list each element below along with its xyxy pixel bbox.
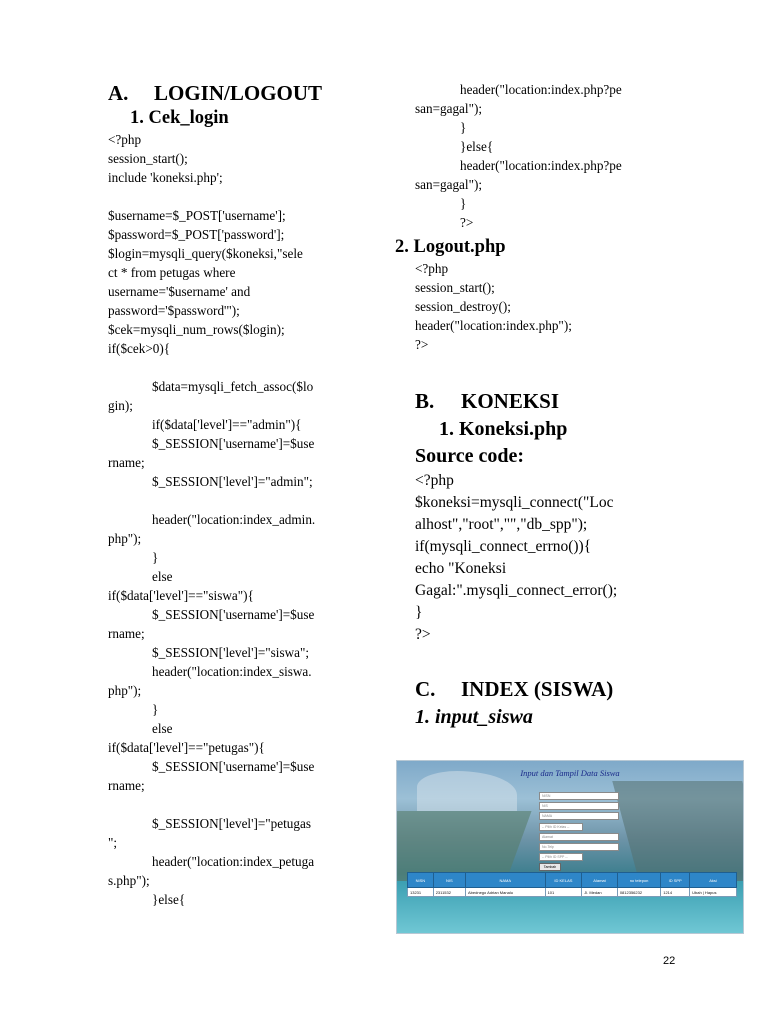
section-a-heading: A. LOGIN/LOGOUT	[108, 81, 323, 105]
input-field[interactable]: NIS	[539, 802, 619, 810]
table-cell: 2311532	[433, 888, 465, 897]
code-line: $koneksi=mysqli_connect("Loc	[415, 494, 614, 511]
column-header: Alamat	[582, 873, 618, 888]
code-line: san=gagal");	[415, 177, 483, 192]
table-cell: Abednego Adrian Manalu	[466, 888, 546, 897]
code-line: header("location:index_siswa.	[152, 664, 312, 679]
select-field[interactable]: -- Pilih ID SPP --	[539, 853, 583, 861]
section-b-heading: B. KONEKSI	[415, 389, 560, 413]
code-line	[108, 491, 373, 510]
code-line: san=gagal");	[415, 101, 483, 116]
code-line: php");	[108, 531, 142, 546]
row-actions[interactable]: Ubah | Hapus	[690, 888, 737, 897]
code-line: $cek=mysqli_num_rows($login);	[108, 322, 285, 337]
column-header: NAMA	[466, 873, 546, 888]
table-cell: Jl. Medan	[582, 888, 618, 897]
code-line: header("location:index.php?pe	[460, 158, 622, 173]
code-line: ct * from petugas where	[108, 265, 236, 280]
code-line: }	[460, 120, 467, 135]
code-line: $password=$_POST['password'];	[108, 227, 285, 242]
code-line: $_SESSION['username']=$use	[152, 759, 315, 774]
code-line: session_destroy();	[415, 299, 511, 314]
code-line: if($cek>0){	[108, 341, 171, 356]
code-line: header("location:index_admin.	[152, 512, 316, 527]
code-line: username='$username' and	[108, 284, 251, 299]
right-column	[395, 80, 695, 730]
code-line: alhost","root","","db_spp");	[415, 516, 588, 533]
table-cell: 101	[545, 888, 582, 897]
left-column	[108, 80, 373, 909]
code-line: session_start();	[415, 280, 495, 295]
column-header: no telepon	[617, 873, 660, 888]
code-line: ?>	[415, 337, 429, 352]
code-line: rname;	[108, 626, 145, 641]
code-line	[108, 358, 373, 377]
code-line: }else{	[460, 139, 494, 154]
input-siswa-screenshot	[396, 760, 744, 934]
code-line: else	[152, 721, 173, 736]
column-header: ID SPP	[661, 873, 690, 888]
code-line: <?php	[415, 472, 454, 489]
input-field[interactable]: No.Telp	[539, 843, 619, 851]
input-field[interactable]: NAMA	[539, 812, 619, 820]
siswa-form	[539, 792, 619, 883]
code-line: echo "Koneksi	[415, 560, 507, 577]
code-line: rname;	[108, 455, 145, 470]
code-line: $_SESSION['level']="petugas	[152, 816, 311, 831]
code-line: <?php	[415, 261, 449, 276]
code-line: $username=$_POST['username'];	[108, 208, 286, 223]
column-header: NISN	[408, 873, 434, 888]
code-line: header("location:index_petuga	[152, 854, 315, 869]
code-line: password='$password'");	[108, 303, 240, 318]
input-field[interactable]: Alamat	[539, 833, 619, 841]
tambah-button[interactable]: Tambah	[539, 863, 561, 871]
code-line: if($data['level']=="petugas"){	[108, 740, 265, 755]
table-header-row	[408, 873, 737, 888]
subheading-koneksi-php: 1. Koneksi.php	[439, 418, 568, 440]
code-line: $_SESSION['username']=$use	[152, 607, 315, 622]
subheading-cek-login: 1. Cek_login	[130, 108, 229, 128]
code-line: gin);	[108, 398, 133, 413]
code-line: $login=mysqli_query($koneksi,"sele	[108, 246, 303, 261]
code-line: include 'koneksi.php';	[108, 170, 223, 185]
code-line: if($data['level']=="admin"){	[152, 417, 302, 432]
code-line: session_start();	[108, 151, 188, 166]
code-line: ?>	[460, 215, 474, 230]
screenshot-title: Input dan Tampil Data Siswa	[520, 768, 620, 778]
code-line: else	[152, 569, 173, 584]
code-line: php");	[108, 683, 142, 698]
code-line: }	[152, 702, 159, 717]
table-cell: 0812356232	[617, 888, 660, 897]
source-code-label: Source code:	[415, 445, 525, 467]
code-line: <?php	[108, 132, 142, 147]
cek-login-code-block	[108, 130, 373, 909]
code-line: header("location:index.php?pe	[460, 82, 622, 97]
subheading-input-siswa: 1. input_siswa	[415, 706, 533, 728]
code-line: ";	[108, 835, 118, 850]
code-line: ?>	[415, 626, 431, 643]
code-line: $data=mysqli_fetch_assoc($lo	[152, 379, 314, 394]
code-line: }	[415, 604, 423, 621]
code-line	[108, 795, 373, 814]
code-line: Gagal:".mysqli_connect_error();	[415, 582, 618, 599]
code-line: $_SESSION['username']=$use	[152, 436, 315, 451]
table-cell: 1214	[661, 888, 690, 897]
table-row	[408, 888, 737, 897]
code-line: }else{	[152, 892, 186, 907]
code-line: header("location:index.php");	[415, 318, 572, 333]
code-line: if(mysqli_connect_errno()){	[415, 538, 592, 555]
column-header: Aksi	[690, 873, 737, 888]
code-line: $_SESSION['level']="siswa";	[152, 645, 310, 660]
subheading-logout: 2. Logout.php	[395, 237, 506, 257]
siswa-table	[407, 872, 737, 897]
code-line: if($data['level']=="siswa"){	[108, 588, 254, 603]
input-field[interactable]: NISN	[539, 792, 619, 800]
koneksi-code-block	[395, 470, 695, 646]
cek-login-code-continued	[395, 80, 695, 232]
section-c-heading: C. INDEX (SISWA)	[415, 677, 614, 701]
select-field[interactable]: -- Pilih ID Kelas --	[539, 823, 583, 831]
table-cell: 13231	[408, 888, 434, 897]
column-header: ID KELAS	[545, 873, 582, 888]
code-line	[108, 187, 373, 206]
column-header: NIS	[433, 873, 465, 888]
logout-code-block	[395, 259, 695, 354]
code-line: }	[460, 196, 467, 211]
page-number: 22	[663, 955, 676, 967]
code-line: s.php");	[108, 873, 150, 888]
code-line: }	[152, 550, 159, 565]
code-line: $_SESSION['level']="admin";	[152, 474, 313, 489]
code-line: rname;	[108, 778, 145, 793]
